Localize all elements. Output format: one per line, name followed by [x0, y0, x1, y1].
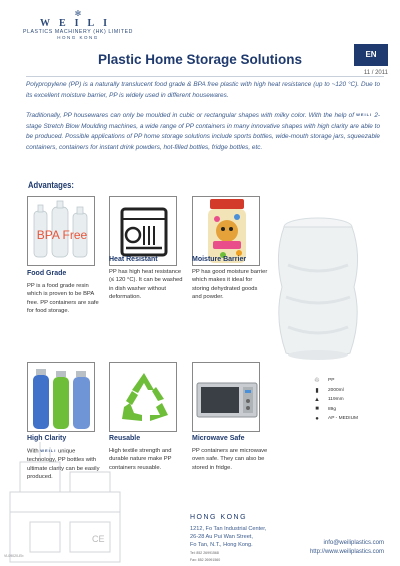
bpa-free-image-text: BPA Free — [36, 228, 88, 242]
intro-paragraph-2 — [26, 110, 380, 153]
weight-icon: ■ — [315, 406, 319, 413]
inline-brand-logo: WEILI — [356, 112, 373, 117]
machine-illustration — [0, 432, 130, 566]
recycle-icon — [110, 363, 177, 432]
card-desc-high-clarity: With WEILI unique technology, PP bottles with ultimate clarity can be easily produced. — [27, 448, 100, 480]
recycle-image — [109, 362, 177, 432]
address-line-2: 26-28 Au Pui Wan Street, — [190, 534, 253, 540]
contact-address — [190, 514, 266, 563]
spec-neck: ● AP - MEDIUM — [312, 414, 382, 424]
card-desc-heat-resistant: PP has high heat resistance (≤ 120 °C). It can be washed in dish washer without deformation. — [109, 269, 183, 301]
product-specs — [312, 376, 382, 424]
title-divider — [26, 76, 384, 77]
product-jar-image — [268, 215, 368, 365]
language-badge: EN — [354, 44, 388, 66]
company-name: PLASTICS MACHINERY (HK) LIMITED — [22, 29, 134, 35]
card-title-microwave-safe: Microwave Safe — [192, 435, 245, 442]
contact-email[interactable]: info@weiliplastics.com — [323, 540, 384, 546]
card-title-food-grade: Food Grade — [27, 270, 67, 277]
company-location: HONG KONG — [57, 35, 99, 40]
page-title: Plastic Home Storage Solutions — [97, 52, 303, 67]
company-logo — [18, 10, 138, 40]
card-title-high-clarity: High Clarity — [27, 435, 67, 442]
address-line-1: 1212, Fo Tan Industrial Center, — [190, 526, 267, 532]
issue-date: 11 / 2011 — [363, 70, 388, 76]
fax-number: Fax: 852 26991560 — [190, 558, 221, 562]
contact-region: HONG KONG — [190, 514, 248, 521]
card-title-moisture-barrier: Moisture Barrier — [192, 256, 247, 263]
bottle-icon: ▮ — [315, 387, 319, 394]
tel-number: Tel: 852 26991568 — [190, 551, 219, 555]
microwave-icon — [193, 363, 260, 432]
height-icon: ▲ — [314, 396, 320, 403]
sports-bottles-image — [27, 362, 95, 432]
card-desc-moisture-barrier: PP has good moisture barrier which makes it ideal for storing dehydrated goods and powder. — [192, 269, 268, 301]
spec-height: ▲ 119mm — [312, 395, 382, 405]
card-title-heat-resistant: Heat Resistant — [109, 256, 158, 263]
card-desc-food-grade: PP is a food grade resin which is proven to be BPA free. PP containers are safe for food storage. — [27, 283, 99, 315]
material-icon: ♲ — [314, 378, 320, 385]
card-desc-microwave-safe: PP containers are microwave oven safe. They can also be stored in fridge. — [192, 448, 268, 471]
inline-brand-logo: WEILI — [40, 448, 57, 453]
flower-logo-icon: ✻ — [74, 9, 82, 18]
document-code: VL09020-Eb — [4, 554, 24, 558]
spec-material: ♲ PP — [312, 376, 382, 386]
intro-paragraph-1: Polypropylene (PP) is a naturally translucent food grade & BPA free plastic with high heat resistance (up to ~120 °C). Due to its excellent moisture barrier, PP is widely used in different housewares. — [26, 81, 380, 99]
address-line-3: Fo Tan, N.T., Hong Kong. — [190, 542, 253, 548]
intro-text-before: Traditionally, PP housewares can only be moulded in cubic or rectangular shapes with milky color. With the help of — [26, 111, 354, 119]
ce-mark: CE — [92, 534, 105, 544]
card-title-reusable: Reusable — [109, 435, 141, 442]
spec-volume: ▮ 2000ml — [312, 386, 382, 396]
microwave-image — [192, 362, 260, 432]
advantages-heading: Advantages: — [28, 180, 74, 190]
contact-web — [310, 539, 384, 557]
intro-text-after: 2-stage Stretch Blow Moulding machines, a wide range of PP containers in many innovative shapes with high clarity are able to be produced. Possible applications of PP home storage solutions include sports bottles, wide-mouth storage jars, squeezable containers, containers for instant drink powders, hot-filled bottles, fridge bottles, etc. — [26, 111, 380, 151]
bpa-free-bottles-image — [27, 196, 95, 266]
contact-website[interactable]: http://www.weiliplastics.com — [309, 549, 384, 555]
card-desc-reusable: High textile strength and durable nature make PP containers reusable. — [109, 448, 172, 471]
neck-icon: ● — [315, 415, 319, 422]
brand-name: WEILI — [39, 18, 117, 29]
spec-weight: ■ 89g — [312, 405, 382, 415]
